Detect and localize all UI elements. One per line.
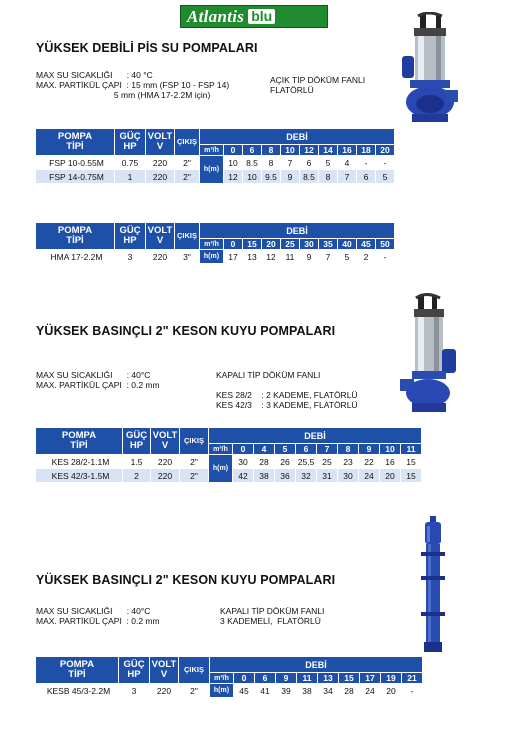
- outlet-cell: 2": [179, 684, 209, 697]
- flow-value: 6: [296, 444, 316, 454]
- flow-value: 19: [381, 673, 401, 683]
- head-cell: 5: [376, 170, 394, 183]
- brand-logo: [180, 5, 328, 28]
- head-cell: -: [402, 684, 422, 697]
- volt-cell: 220: [150, 684, 178, 697]
- head-cell: 28: [339, 684, 359, 697]
- table-row: [36, 250, 394, 263]
- outlet-cell: 2": [180, 455, 208, 468]
- flow-value: 0: [224, 239, 242, 249]
- flow-value: 0: [234, 673, 254, 683]
- spec-info-keson-2: MAX SU SICAKLIĞI : 40°C MAX. PARTİKÜL ÇAPI : 0.2 mm: [36, 606, 160, 626]
- col-header-volt: VOLT V: [146, 129, 174, 155]
- col-header-model: POMPA TİPİ: [36, 428, 122, 454]
- model-cell: KES 28/2-1.1M: [36, 455, 122, 468]
- volt-cell: 220: [146, 156, 174, 169]
- col-header-flow: DEBİ: [209, 428, 421, 443]
- col-header-model: POMPA TİPİ: [36, 223, 114, 249]
- flow-value: 20: [376, 145, 394, 155]
- flow-unit-label: m³/h: [210, 673, 233, 683]
- feature-info-keson-2: KAPALI TİP DÖKÜM FANLI 3 KADEMELİ, FLATÖRLÜ: [220, 606, 325, 626]
- pump-image-sewage: [398, 12, 460, 124]
- flow-value: 30: [300, 239, 318, 249]
- head-cell: -: [376, 250, 394, 263]
- spec-table-fsp: [35, 128, 395, 184]
- flow-value: 18: [357, 145, 375, 155]
- flow-value: 4: [254, 444, 274, 454]
- pump-image-keson-tall: [418, 516, 448, 654]
- col-header-volt: VOLT V: [146, 223, 174, 249]
- head-cell: 28: [254, 455, 274, 468]
- outlet-cell: 2": [175, 156, 199, 169]
- flow-value: 16: [338, 145, 356, 155]
- col-header-volt: VOLT V: [151, 428, 179, 454]
- outlet-cell: 2": [175, 170, 199, 183]
- head-unit-label: h(m): [200, 156, 223, 183]
- head-cell: 5: [338, 250, 356, 263]
- flow-value: 50: [376, 239, 394, 249]
- flow-value: 14: [319, 145, 337, 155]
- flow-value: 45: [357, 239, 375, 249]
- section-title-sewage: YÜKSEK DEBİLİ PİS SU POMPALARI: [36, 41, 258, 55]
- head-cell: 38: [254, 469, 274, 482]
- flow-value: 8: [338, 444, 358, 454]
- head-cell: 31: [317, 469, 337, 482]
- head-cell: 5: [319, 156, 337, 169]
- section-title-keson-2: YÜKSEK BASINÇLI 2" KESON KUYU POMPALARI: [36, 573, 336, 587]
- outlet-cell: 3": [175, 250, 199, 263]
- flow-value: 0: [224, 145, 242, 155]
- head-cell: 8.5: [300, 170, 318, 183]
- hp-cell: 1: [115, 170, 145, 183]
- spec-table-kes: [35, 427, 422, 483]
- col-header-power: GÜÇ HP: [123, 428, 150, 454]
- model-cell: HMA 17-2.2M: [36, 250, 114, 263]
- head-cell: 10: [224, 156, 242, 169]
- head-cell: 30: [338, 469, 358, 482]
- volt-cell: 220: [151, 455, 179, 468]
- flow-value: 40: [338, 239, 356, 249]
- flow-value: 0: [233, 444, 253, 454]
- head-cell: 39: [276, 684, 296, 697]
- table-row: [36, 684, 422, 697]
- head-cell: 36: [275, 469, 295, 482]
- head-cell: 38: [297, 684, 317, 697]
- flow-value: 7: [317, 444, 337, 454]
- flow-value: 9: [276, 673, 296, 683]
- col-header-outlet: ÇIKIŞ: [175, 223, 199, 249]
- spec-info-sewage: MAX SU SICAKLIĞI : 40 °C MAX. PARTİKÜL ÇAPI : 15 mm (FSP 10 - FSP 14) 5 mm (HMA 17-2.2M için): [36, 70, 230, 100]
- head-cell: 15: [401, 455, 421, 468]
- flow-unit-label: m³/h: [200, 239, 223, 249]
- head-cell: 13: [243, 250, 261, 263]
- flow-value: 5: [275, 444, 295, 454]
- head-cell: 7: [319, 250, 337, 263]
- head-cell: 34: [318, 684, 338, 697]
- head-cell: 30: [233, 455, 253, 468]
- logo-badge: blu: [248, 9, 275, 24]
- outlet-cell: 2": [180, 469, 208, 482]
- volt-cell: 220: [146, 170, 174, 183]
- head-cell: 25: [317, 455, 337, 468]
- flow-value: 9: [359, 444, 379, 454]
- feature-info-keson-1: KAPALI TİP DÖKÜM FANLI KES 28/2 : 2 KADEME, FLATÖRLÜ KES 42/3 : 3 KADEME, FLATÖRLÜ: [216, 370, 358, 410]
- hp-cell: 1.5: [123, 455, 150, 468]
- flow-value: 13: [318, 673, 338, 683]
- model-cell: FSP 14-0.75M: [36, 170, 114, 183]
- head-cell: 8: [262, 156, 280, 169]
- feature-info-sewage: AÇIK TİP DÖKÜM FANLI FLATÖRLÜ: [270, 75, 366, 95]
- volt-cell: 220: [151, 469, 179, 482]
- head-cell: -: [357, 156, 375, 169]
- head-unit-label: h(m): [200, 250, 223, 263]
- head-cell: 25.5: [297, 456, 315, 467]
- flow-value: 25: [281, 239, 299, 249]
- head-cell: 10: [243, 170, 261, 183]
- head-cell: 8: [319, 170, 337, 183]
- flow-unit-label: m³/h: [200, 145, 223, 155]
- col-header-flow: DEBİ: [200, 129, 394, 144]
- model-cell: FSP 10-0.55M: [36, 156, 114, 169]
- head-cell: 22: [359, 455, 379, 468]
- flow-value: 8: [262, 145, 280, 155]
- hp-cell: 3: [119, 684, 149, 697]
- head-cell: 11: [281, 250, 299, 263]
- flow-value: 35: [319, 239, 337, 249]
- hp-cell: 3: [115, 250, 145, 263]
- model-cell: KES 42/3-1.5M: [36, 469, 122, 482]
- flow-value: 6: [243, 145, 261, 155]
- head-cell: 6: [300, 156, 318, 169]
- table-row: [36, 156, 394, 169]
- flow-value: 20: [262, 239, 280, 249]
- flow-value: 12: [300, 145, 318, 155]
- head-cell: 12: [262, 250, 280, 263]
- head-cell: 32: [296, 469, 316, 482]
- flow-value: 6: [255, 673, 275, 683]
- head-cell: 7: [281, 156, 299, 169]
- col-header-outlet: ÇIKIŞ: [180, 428, 208, 454]
- spec-table-hma: [35, 222, 395, 264]
- logo-text: Atlantis: [187, 6, 245, 26]
- flow-value: 11: [401, 444, 421, 454]
- head-cell: 24: [360, 684, 380, 697]
- head-cell: 42: [233, 469, 253, 482]
- head-cell: 9.5: [262, 170, 280, 183]
- head-unit-label: h(m): [209, 455, 232, 482]
- volt-cell: 220: [146, 250, 174, 263]
- col-header-power: GÜÇ HP: [115, 223, 145, 249]
- head-cell: 4: [338, 156, 356, 169]
- pump-image-keson: [400, 293, 458, 415]
- head-cell: 24: [359, 469, 379, 482]
- flow-value: 10: [281, 145, 299, 155]
- flow-value: 11: [297, 673, 317, 683]
- head-cell: 20: [381, 684, 401, 697]
- col-header-outlet: ÇIKIŞ: [179, 657, 209, 683]
- col-header-power: GÜÇ HP: [119, 657, 149, 683]
- col-header-power: GÜÇ HP: [115, 129, 145, 155]
- head-cell: 9: [300, 250, 318, 263]
- head-cell: 23: [338, 455, 358, 468]
- flow-value: 21: [402, 673, 422, 683]
- flow-value: 15: [243, 239, 261, 249]
- flow-unit-label: m³/h: [209, 444, 232, 454]
- section-title-keson-1: YÜKSEK BASINÇLI 2" KESON KUYU POMPALARI: [36, 324, 336, 338]
- head-cell: 7: [338, 170, 356, 183]
- col-header-outlet: ÇIKIŞ: [175, 129, 199, 155]
- spec-table-kesb: [35, 656, 423, 698]
- head-cell: 17: [224, 250, 242, 263]
- flow-value: 17: [360, 673, 380, 683]
- col-header-model: POMPA TİPİ: [36, 129, 114, 155]
- head-cell: 45: [234, 684, 254, 697]
- head-cell: 15: [401, 469, 421, 482]
- col-header-flow: DEBİ: [200, 223, 394, 238]
- head-cell: 8.5: [243, 156, 261, 169]
- table-row: [36, 455, 421, 468]
- col-header-model: POMPA TİPİ: [36, 657, 118, 683]
- flow-value: 10: [380, 444, 400, 454]
- head-cell: 16: [380, 455, 400, 468]
- head-unit-label: h(m): [210, 684, 233, 697]
- col-header-flow: DEBİ: [210, 657, 422, 672]
- head-cell: 20: [380, 469, 400, 482]
- spec-info-keson-1: MAX SU SICAKLIĞI : 40°C MAX. PARTİKÜL ÇAPI : 0.2 mm: [36, 370, 160, 390]
- col-header-volt: VOLT V: [150, 657, 178, 683]
- flow-value: 15: [339, 673, 359, 683]
- head-cell: 41: [255, 684, 275, 697]
- head-cell: 26: [275, 455, 295, 468]
- head-cell: 12: [224, 170, 242, 183]
- head-cell: 2: [357, 250, 375, 263]
- model-cell: KESB 45/3-2.2M: [36, 684, 118, 697]
- hp-cell: 2: [123, 469, 150, 482]
- head-cell: 6: [357, 170, 375, 183]
- head-cell: 9: [281, 170, 299, 183]
- hp-cell: 0.75: [115, 156, 145, 169]
- head-cell: -: [376, 156, 394, 169]
